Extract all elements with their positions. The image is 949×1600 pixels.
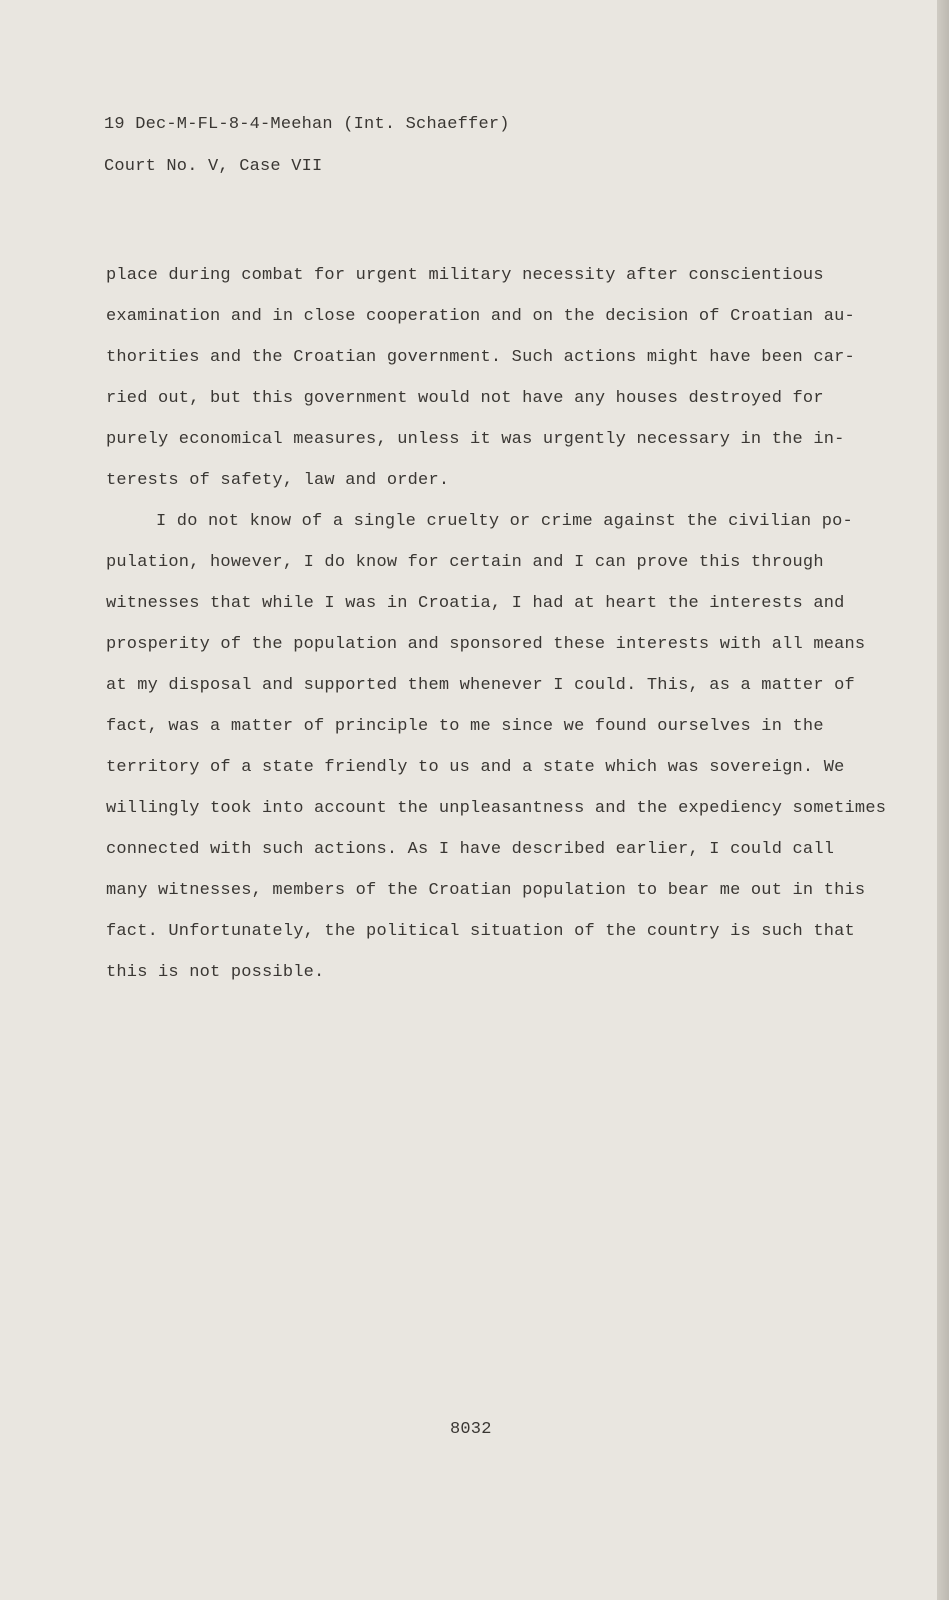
page-number: 8032 [450, 1420, 492, 1439]
paper-edge [937, 0, 949, 1600]
text-line: many witnesses, members of the Croatian population to bear me out in this [106, 881, 866, 900]
document-reference: 19 Dec-M-FL-8-4-Meehan (Int. Schaeffer) [104, 115, 510, 134]
text-line: pulation, however, I do know for certain and I can prove this through [106, 553, 824, 572]
text-line: purely economical measures, unless it was urgently necessary in the in- [106, 430, 845, 449]
text-line: connected with such actions. As I have described earlier, I could call [106, 840, 835, 859]
text-line: this is not possible. [106, 963, 325, 982]
testimony-text [106, 255, 887, 993]
text-line: willingly took into account the unpleasantness and the expediency sometimes [106, 799, 887, 818]
text-line: at my disposal and supported them whenever I could. This, as a matter of [106, 676, 855, 695]
text-line: place during combat for urgent military necessity after conscientious [106, 266, 824, 285]
text-line: fact. Unfortunately, the political situation of the country is such that [106, 922, 855, 941]
court-case-label: Court No. V, Case VII [104, 157, 323, 176]
text-line: prosperity of the population and sponsored these interests with all means [106, 635, 866, 654]
paragraph-start-line: I do not know of a single cruelty or crime against the civilian po- [156, 512, 853, 531]
text-line: witnesses that while I was in Croatia, I had at heart the interests and [106, 594, 845, 613]
text-line: fact, was a matter of principle to me since we found ourselves in the [106, 717, 824, 736]
text-line: ried out, but this government would not have any houses destroyed for [106, 389, 824, 408]
text-line: examination and in close cooperation and on the decision of Croatian au- [106, 307, 855, 326]
text-line: terests of safety, law and order. [106, 471, 450, 490]
text-line: thorities and the Croatian government. Such actions might have been car- [106, 348, 855, 367]
text-line: territory of a state friendly to us and a state which was sovereign. We [106, 758, 845, 777]
